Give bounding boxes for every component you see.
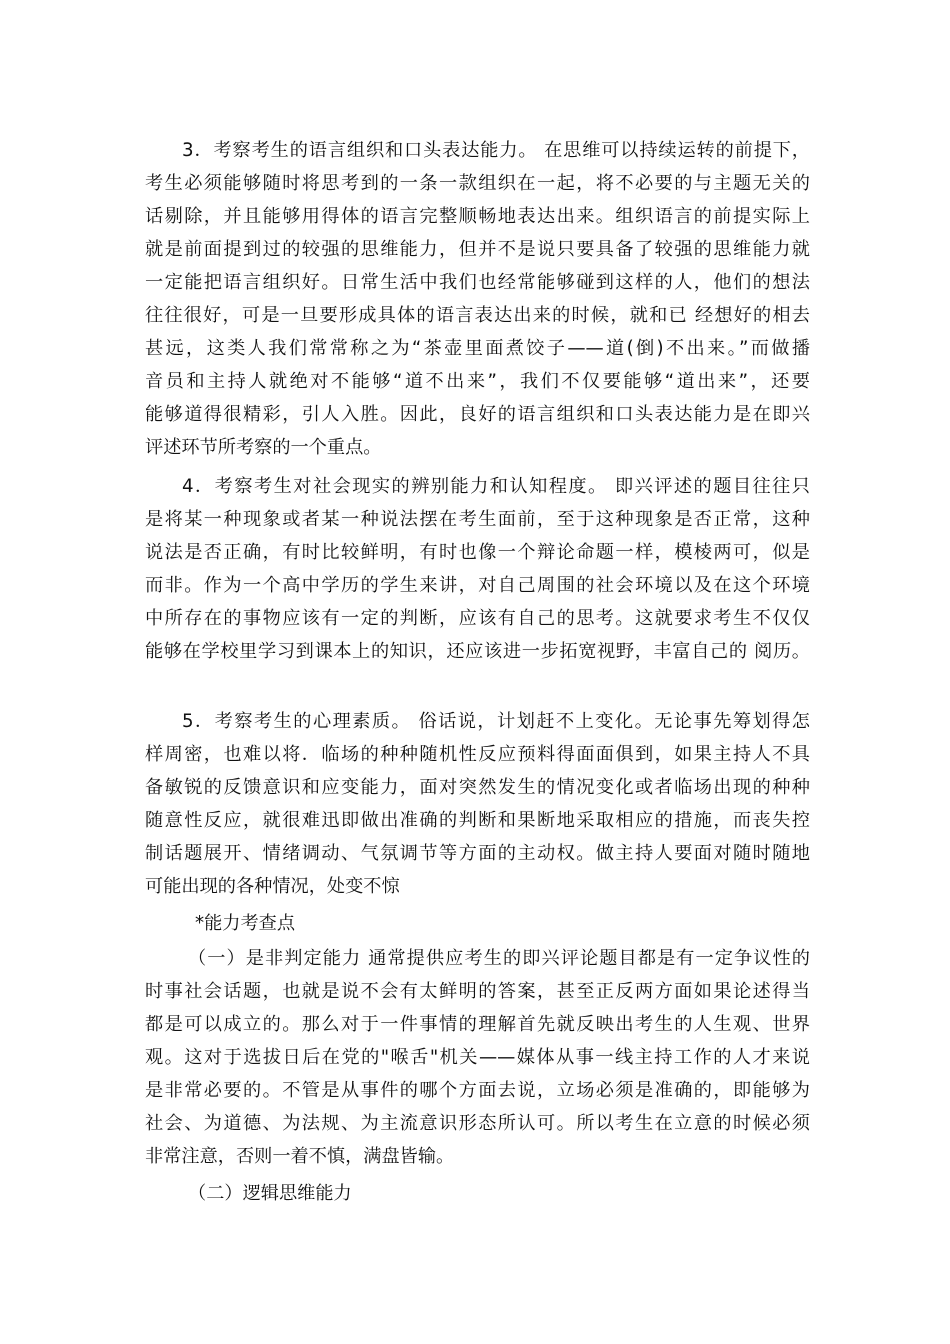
paragraph-5-line: 制话题展开、情绪调动、气氛调节等方面的主动权。做主持人要面对随时随地 [145, 843, 810, 864]
paragraph-3-line: 音员和主持人就绝对不能够“道不出来”，我们不仅要能够“道出来”，还要 [145, 371, 810, 392]
paragraph-4-line: 4．考察考生对社会现实的辨别能力和认知程度。 即兴评述的题目往往只 [182, 476, 810, 497]
paragraph-4-line: 说法是否正确，有时比较鲜明，有时也像一个辩论命题一样，模棱两可，似是 [145, 542, 810, 563]
paragraph-4-line: 中所存在的事物应该有一定的判断，应该有自己的思考。这就要求考生不仅仅 [145, 608, 810, 629]
paragraph-3-line: 3．考察考生的语言组织和口头表达能力。 在思维可以持续运转的前提下， [182, 140, 810, 161]
paragraph-5-line: 随意性反应，就很难迅即做出准确的判断和果断地采取相应的措施，而丧失控 [145, 810, 810, 831]
paragraph-4-line: 是将某一种现象或者某一种说法摆在考生面前，至于这种现象是否正常，这种 [145, 509, 810, 530]
paragraph-4-line: 而非。作为一个高中学历的学生来讲，对自己周围的社会环境以及在这个环境 [145, 575, 810, 596]
paragraph-3-line: 一定能把语言组织好。日常生活中我们也经常能够碰到这样的人，他们的想法 [145, 272, 810, 293]
paragraph-3-line: 考生必须能够随时将思考到的一条一款组织在一起，将不必要的与主题无关的 [145, 173, 810, 194]
paragraph-5-line: 样周密，也难以将．临场的种种随机性反应预料得面面俱到，如果主持人不具 [145, 744, 810, 765]
paragraph-5-line: 可能出现的各种情况，处变不惊 [145, 876, 400, 897]
paragraph-3-line: 能够道得很精彩，引人入胜。因此，良好的语言组织和口头表达能力是在即兴 [145, 404, 810, 425]
paragraph-judgment-line: 社会、为道德、为法规、为主流意识形态所认可。所以考生在立意的时候必须 [145, 1113, 810, 1134]
paragraph-judgment-line: 时事社会话题，也就是说不会有太鲜明的答案，甚至正反两方面如果论述得当 [145, 981, 810, 1002]
paragraph-judgment-line: 观。这对于选拔日后在党的"喉舌"机关——媒体从事一线主持工作的人才来说 [145, 1047, 810, 1068]
paragraph-judgment-line: （一）是非判定能力 通常提供应考生的即兴评论题目都是有一定争议性的 [188, 948, 810, 969]
paragraph-3-line: 往往很好，可是一旦要形成具体的语言表达出来的时候，就和已 经想好的相去 [145, 305, 810, 326]
subsection-heading: （二）逻辑思维能力 [188, 1183, 352, 1204]
paragraph-judgment-line: 都是可以成立的。那么对于一件事情的理解首先就反映出考生的人生观、世界 [145, 1014, 810, 1035]
paragraph-3-line: 评述环节所考察的一个重点。 [145, 437, 382, 458]
paragraph-3-line: 话剔除，并且能够用得体的语言完整顺畅地表达出来。组织语言的前提实际上 [145, 206, 810, 227]
paragraph-judgment-line: 是非常必要的。不管是从事件的哪个方面去说，立场必须是准确的，即能够为 [145, 1080, 810, 1101]
paragraph-judgment-line: 非常注意，否则一着不慎，满盘皆输。 [145, 1146, 455, 1167]
paragraph-3-line: 就是前面提到过的较强的思维能力，但并不是说只要具备了较强的思维能力就 [145, 239, 810, 260]
paragraph-4-line: 能够在学校里学习到课本上的知识，还应该进一步拓宽视野，丰富自己的 阅历。 [145, 641, 810, 662]
paragraph-3-line: 甚远，这类人我们常常称之为“茶壶里面煮饺子——道(倒)不出来。”而做播 [145, 338, 810, 359]
paragraph-5-line: 5．考察考生的心理素质。 俗话说，计划赶不上变化。无论事先筹划得怎 [182, 711, 810, 732]
section-heading: *能力考查点 [195, 913, 296, 934]
paragraph-5-line: 备敏锐的反馈意识和应变能力，面对突然发生的情况变化或者临场出现的种种 [145, 777, 810, 798]
